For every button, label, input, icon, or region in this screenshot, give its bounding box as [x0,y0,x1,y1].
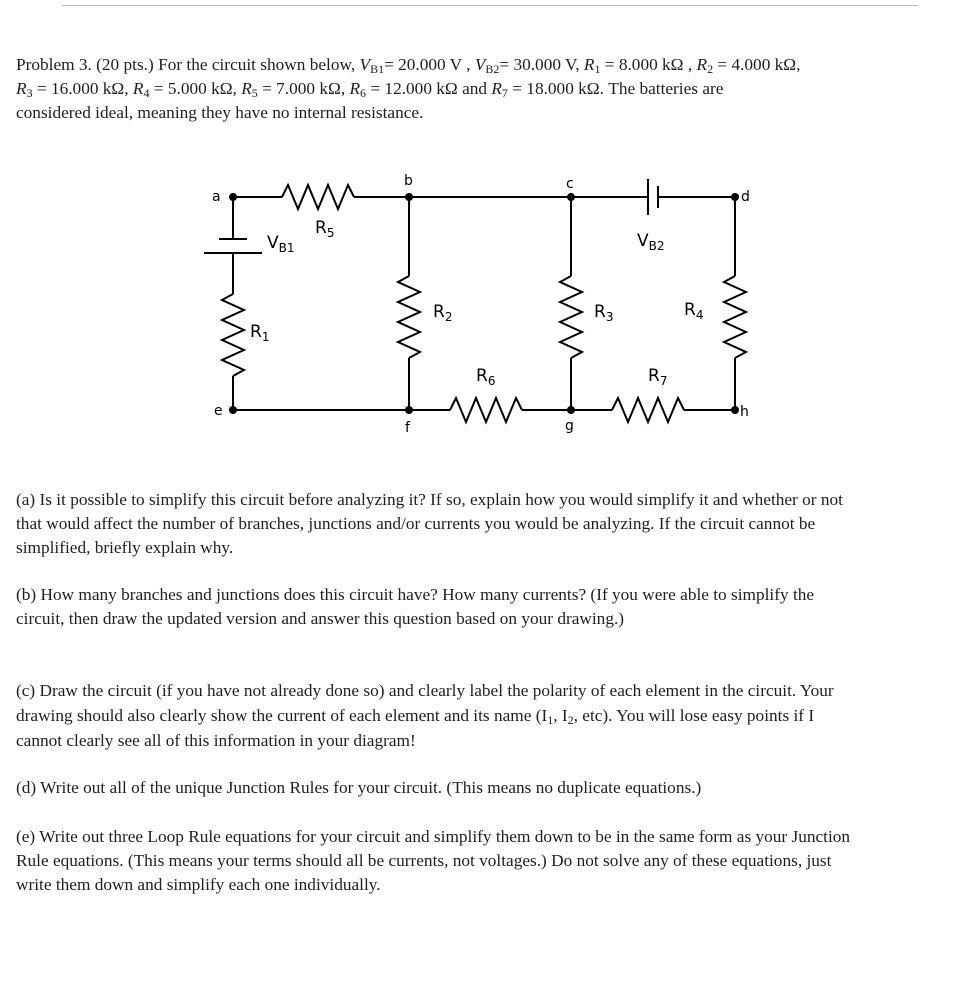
resistor-r3 [560,276,582,358]
node-f-label: f [405,420,410,436]
label-r4: $R_4$ [684,300,704,322]
label-r2: $R_2$ [433,302,453,324]
node-d-dot [731,193,739,201]
question-b-line-2: circuit, then draw the updated version and answer this question based on your drawing.) [16,609,625,628]
circuit-diagram [200,170,760,445]
question-b-line-1: (b) How many branches and junctions does this circuit have? How many currents? (If you were able to simplify the [16,585,815,604]
node-g-label: g [565,418,574,434]
resistor-r4 [724,276,746,358]
resistor-r6 [450,398,522,422]
node-e-dot [229,406,237,414]
question-e-line-1: (e) Write out three Loop Rule equations for your circuit and simplify them down to be in the same form as your Junction [16,827,851,846]
node-c-label: c [566,176,574,192]
resistor-r5 [282,185,354,209]
node-d-label: d [741,189,750,205]
node-f-dot [405,406,413,414]
question-c-line-3: cannot clearly see all of this information in your diagram! [16,731,416,750]
node-b-dot [405,193,413,201]
label-vb1: $V_{B1}$ [267,233,295,255]
resistor-r2 [398,276,420,358]
label-vb2: $V_{B2}$ [637,231,665,253]
problem-statement-line-2: $R_3 = 16.000$ kΩ, $R_4 = 5.000$ kΩ, $R_5 = 7.000$ kΩ, $R_6 = 12.000$ kΩ and $R_7 = 18.000$ kΩ. The batteries are [16,79,724,100]
question-c [16,678,966,753]
question-a-line-2: that would affect the number of branches, junctions and/or currents you would be analyzing. If the circuit cannot be [16,514,816,533]
question-a-line-3: simplified, briefly explain why. [16,538,234,557]
label-r3: $R_3$ [594,302,614,324]
top-divider [62,5,918,6]
label-r1: $R_1$ [250,322,270,344]
node-e-label: e [214,403,223,419]
node-h-label: h [740,404,749,420]
question-e [16,825,966,897]
node-c-dot [567,193,575,201]
question-a-line-1: (a) Is it possible to simplify this circuit before analyzing it? If so, explain how you would simplify it and whether or not [16,490,843,509]
question-e-line-3: write them down and simplify each one individually. [16,875,381,894]
problem-statement-line-3: considered ideal, meaning they have no internal resistance. [16,103,424,122]
problem-statement [16,53,966,125]
question-b [16,583,966,631]
problem-statement-line-1: Problem 3. (20 pts.) For the circuit shown below, $V_{B1}= 20.000$ V , $V_{B2}= 30.000$ V, $R_1 = 8.000$ kΩ , $R_2 = 4.000$ kΩ, [16,55,801,76]
node-h-dot [731,406,739,414]
label-r7: $R_7$ [648,366,668,388]
question-d-line-1: (d) Write out all of the unique Junction Rules for your circuit. (This means no duplicate equations.) [16,778,702,797]
question-a [16,488,966,560]
node-a-label: a [212,189,221,205]
question-d [16,776,966,800]
resistor-r1 [222,294,244,376]
node-b-label: b [404,173,413,189]
label-r5: $R_5$ [315,218,335,240]
resistor-r7 [612,398,684,422]
label-r6: $R_6$ [476,366,496,388]
question-c-line-1: (c) Draw the circuit (if you have not already done so) and clearly label the polarity of each element in the circuit. Your [16,681,834,700]
question-e-line-2: Rule equations. (This means your terms should all be currents, not voltages.) Do not solve any of these equations, just [16,851,832,870]
node-a-dot [229,193,237,201]
node-g-dot [567,406,575,414]
question-c-line-2: drawing should also clearly show the current of each element and its name ($I_1$, $I_2$, etc). You will lose easy points if I [16,706,815,727]
